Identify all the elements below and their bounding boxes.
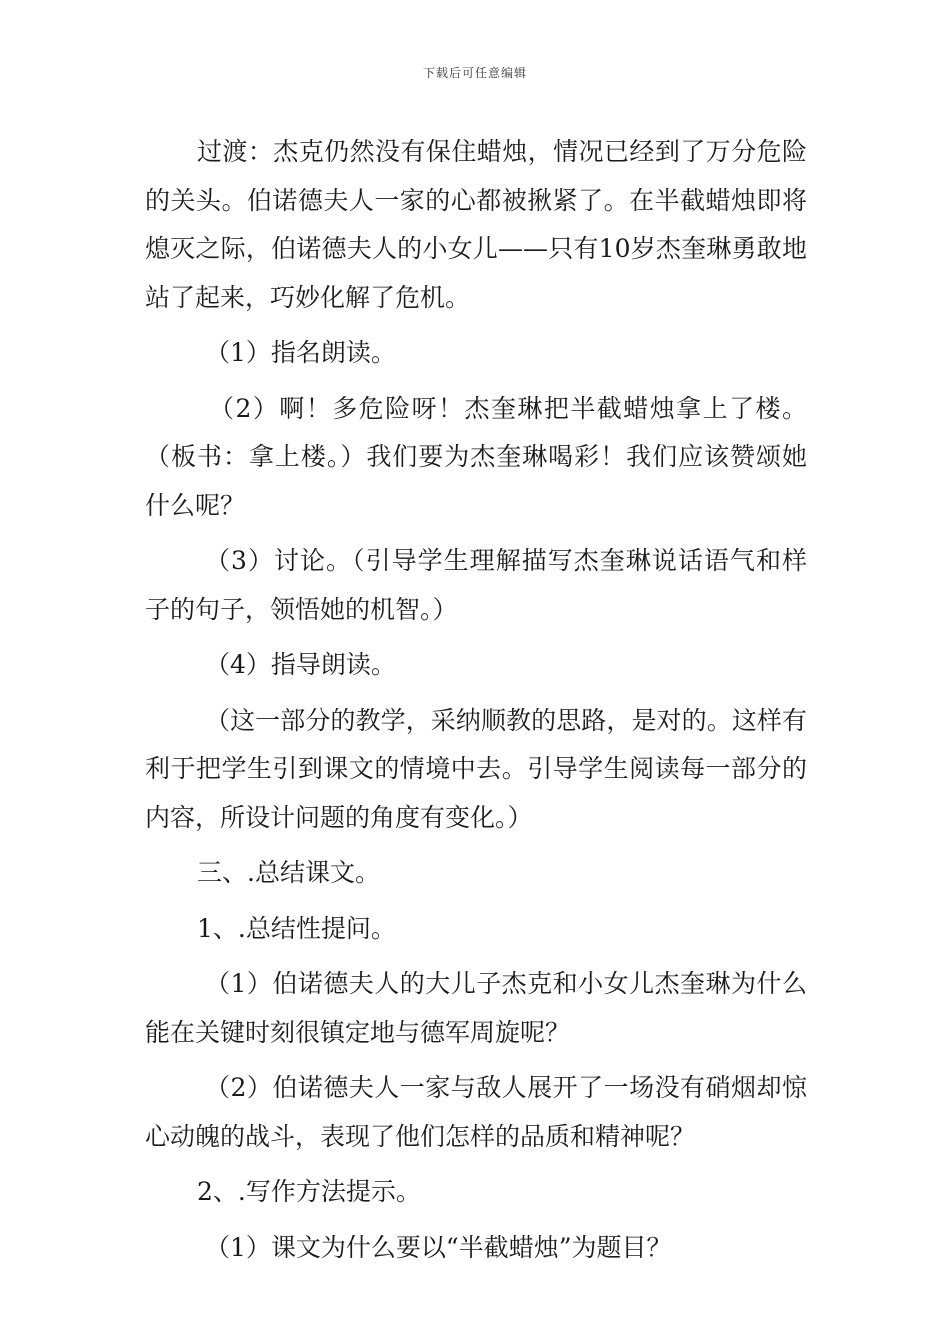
paragraph-step-3: （3）讨论。（引导学生理解描写杰奎琳说话语气和样子的句子，领悟她的机智。） bbox=[145, 546, 807, 624]
paragraph-question-2: （2）伯诺德夫人一家与敌人展开了一场没有硝烟却惊心动魄的战斗，表现了他们怎样的品质和精神呢？ bbox=[145, 1073, 807, 1151]
paragraph-transition: 过渡：杰克仍然没有保住蜡烛，情况已经到了万分危险的关头。伯诺德夫人一家的心都被揪紧了。在半截蜡烛即将熄灭之际，伯诺德夫人的小女儿——只有10岁杰奎琳勇敢地站了起来，巧妙化解了危机。 bbox=[145, 137, 807, 312]
paragraph-step-1: （1）指名朗读。 bbox=[205, 338, 396, 367]
paragraph-step-2: （2）啊！多危险呀！杰奎琳把半截蜡烛拿上了楼。（板书：拿上楼。）我们要为杰奎琳喝彩！我们应该赞颂她什么呢？ bbox=[145, 393, 807, 520]
subheading-summary-questions: 1、.总结性提问。 bbox=[197, 913, 396, 943]
paragraph-question-1: （1）伯诺德夫人的大儿子杰克和小女儿杰奎琳为什么能在关键时刻很镇定地与德军周旋呢？ bbox=[145, 969, 807, 1047]
section-heading-summary: 三、.总结课文。 bbox=[197, 858, 380, 887]
paragraph-title-question: （1）课文为什么要以“半截蜡烛”为题目？ bbox=[205, 1232, 672, 1262]
paragraph-step-4: （4）指导朗读。 bbox=[205, 650, 396, 679]
document-body bbox=[145, 128, 807, 1272]
subheading-writing-method: 2、.写作方法提示。 bbox=[197, 1177, 421, 1206]
page-header: 下载后可任意编辑 bbox=[422, 66, 527, 80]
paragraph-teaching-note: （这一部分的教学，采纳顺教的思路，是对的。这样有利于把学生引到课文的情境中去。引导学生阅读每一部分的内容，所设计问题的角度有变化。） bbox=[145, 705, 807, 832]
